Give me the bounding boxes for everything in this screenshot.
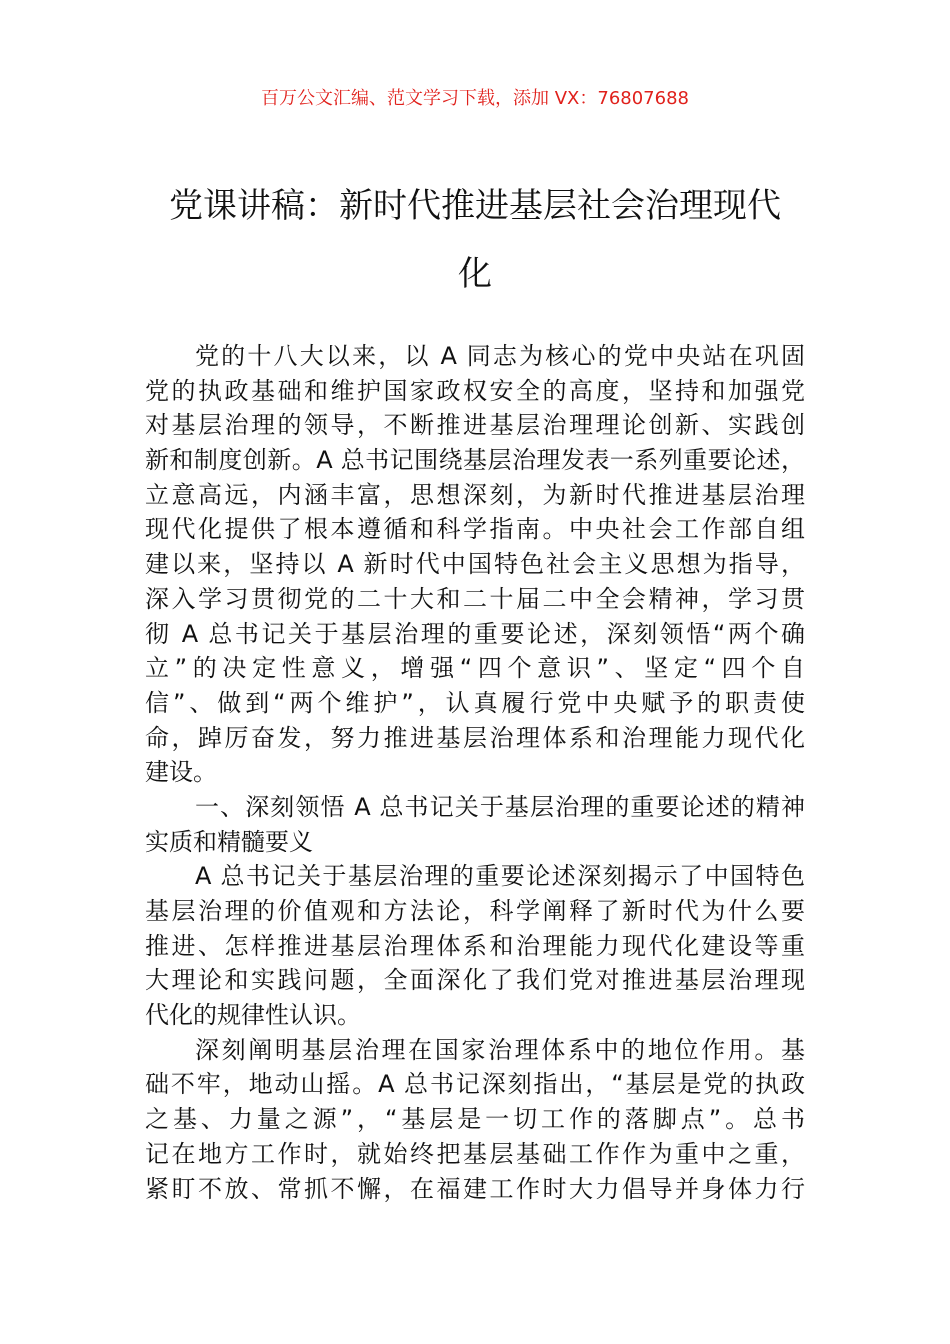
document-title-line-2: 化 [458, 254, 492, 294]
text-line: 现代化提供了根本遵循和科学指南。中央社会工作部自组 [145, 515, 805, 544]
text-line: 紧盯不放、常抓不懈，在福建工作时大力倡导并身体力行 [145, 1174, 805, 1203]
text-line: 推进、怎样推进基层治理体系和治理能力现代化建设等重 [145, 931, 805, 960]
watermark-banner: 百万公文汇编、范文学习下载，添加 VX：76807688 [261, 88, 689, 109]
paragraph [145, 339, 805, 790]
text-line: 之基、力量之源”，“基层是一切工作的落脚点”。总书 [145, 1105, 805, 1134]
text-line: 基层治理的价值观和方法论，科学阐释了新时代为什么要 [145, 897, 805, 925]
text-line: 建以来，坚持以 A 新时代中国特色社会主义思想为指导， [145, 550, 805, 579]
section-heading [145, 790, 805, 859]
text-line: 础不牢，地动山摇。A 总书记深刻指出，“基层是党的执政 [145, 1070, 805, 1099]
document-body [145, 339, 805, 1206]
text-line: 一、深刻领悟 A 总书记关于基层治理的重要论述的精神 [195, 792, 805, 821]
text-line: 对基层治理的领导，不断推进基层治理理论创新、实践创 [145, 411, 805, 440]
text-line: 立意高远，内涵丰富，思想深刻，为新时代推进基层治理 [145, 480, 805, 509]
paragraph [145, 859, 805, 1032]
text-line: 彻 A 总书记关于基层治理的重要论述，深刻领悟“两个确 [145, 619, 805, 648]
text-line: 信”、做到“两个维护”，认真履行党中央赋予的职责使 [145, 688, 805, 717]
text-line: 党的执政基础和维护国家政权安全的高度，坚持和加强党 [145, 376, 805, 405]
text-line: 新和制度创新。A 总书记围绕基层治理发表一系列重要论述， [145, 446, 805, 475]
text-line: 命，踔厉奋发，努力推进基层治理体系和治理能力现代化 [145, 723, 805, 752]
text-line: 代化的规律性认识。 [145, 1001, 361, 1030]
text-line: 深入学习贯彻党的二十大和二十届二中全会精神，学习贯 [145, 584, 805, 613]
text-line: 记在地方工作时，就始终把基层基础工作作为重中之重， [145, 1139, 805, 1168]
text-line: 立”的决定性意义，增强“四个意识”、坚定“四个自 [145, 654, 805, 683]
text-line: 党的十八大以来，以 A 同志为核心的党中央站在巩固 [195, 342, 805, 370]
paragraph [145, 1033, 805, 1206]
text-line: 建设。 [145, 758, 217, 787]
text-line: 深刻阐明基层治理在国家治理体系中的地位作用。基 [195, 1035, 805, 1064]
document-title-line-1: 党课讲稿：新时代推进基层社会治理现代 [169, 186, 781, 226]
text-line: A 总书记关于基层治理的重要论述深刻揭示了中国特色 [195, 862, 805, 891]
text-line: 实质和精髓要义 [145, 827, 313, 856]
text-line: 大理论和实践问题，全面深化了我们党对推进基层治理现 [145, 966, 805, 995]
